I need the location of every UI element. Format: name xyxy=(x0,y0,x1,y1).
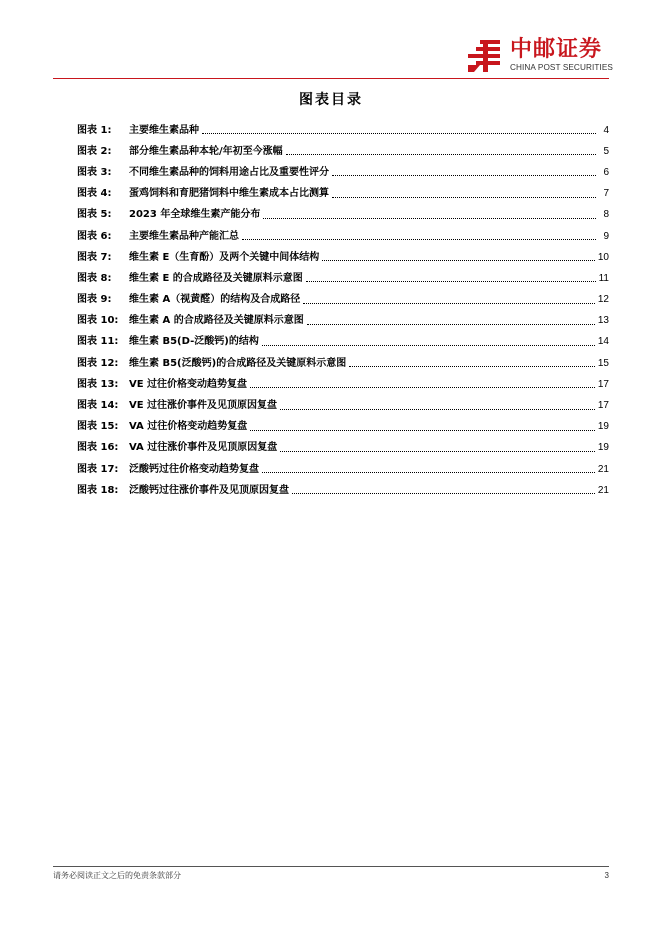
china-post-logo-icon xyxy=(466,38,504,74)
toc-entry-label: 图表 17: xyxy=(77,463,119,475)
toc-dot-leader xyxy=(286,154,596,155)
logo-english-name: CHINA POST SECURITIES xyxy=(510,63,613,72)
toc-title: 图表目录 xyxy=(299,92,363,108)
toc-entry-title: 2023 年全球维生素产能分布 xyxy=(129,209,261,221)
toc-dot-leader xyxy=(280,409,595,410)
toc-dot-leader xyxy=(262,345,595,346)
toc-entry-label: 图表 12: xyxy=(77,357,119,369)
toc-entry-label: 图表 15: xyxy=(77,421,119,433)
footer-disclaimer: 请务必阅读正文之后的免责条款部分 xyxy=(53,871,181,880)
toc-entry-title: 维生素 A（视黄醛）的结构及合成路径 xyxy=(129,294,301,306)
toc-entry-title: 主要维生素品种产能汇总 xyxy=(129,230,239,242)
toc-entry-label: 图表 13: xyxy=(77,378,119,390)
toc-entry[interactable] xyxy=(77,417,609,438)
toc-entry[interactable] xyxy=(77,162,609,183)
toc-entry-title: 部分维生素品种本轮/年初至今涨幅 xyxy=(129,145,283,157)
toc-entry-page: 12 xyxy=(597,294,609,306)
toc-entry-label: 图表 10: xyxy=(77,315,119,327)
footer-divider xyxy=(53,866,609,867)
header-divider xyxy=(53,78,609,79)
toc-dot-leader xyxy=(280,451,595,452)
toc-entry[interactable] xyxy=(77,353,609,374)
toc-entry-page: 9 xyxy=(603,230,609,242)
toc-entry-page: 21 xyxy=(597,484,609,496)
toc-entry-title: 泛酸钙过往价格变动趋势复盘 xyxy=(129,463,259,475)
footer-page-number: 3 xyxy=(604,871,609,880)
toc-entry-page: 13 xyxy=(597,315,609,327)
toc-entry-label: 图表 8: xyxy=(77,272,112,284)
toc-entry-label: 图表 2: xyxy=(77,145,112,157)
toc-dot-leader xyxy=(250,430,595,431)
toc-entry-label: 图表 3: xyxy=(77,166,112,178)
page-header xyxy=(0,0,662,80)
toc-dot-leader xyxy=(202,133,596,134)
toc-entry-page: 8 xyxy=(603,209,609,221)
toc-entry[interactable] xyxy=(77,205,609,226)
toc-entry-title: 维生素 E 的合成路径及关键原料示意图 xyxy=(129,272,303,284)
toc-dot-leader xyxy=(332,197,596,198)
toc-entry-title: VA 过往涨价事件及见顶原因复盘 xyxy=(129,442,278,454)
toc-dot-leader xyxy=(332,175,596,176)
toc-entry-page: 17 xyxy=(597,378,609,390)
toc-entry-page: 7 xyxy=(603,188,609,200)
toc-entry-page: 19 xyxy=(597,421,609,433)
table-of-figures xyxy=(77,120,609,501)
toc-dot-leader xyxy=(306,281,596,282)
toc-entry-page: 15 xyxy=(597,357,609,369)
toc-dot-leader xyxy=(349,366,595,367)
toc-entry-title: 主要维生素品种 xyxy=(129,124,199,136)
toc-entry-page: 6 xyxy=(603,166,609,178)
toc-dot-leader xyxy=(262,472,595,473)
toc-entry-title: 蛋鸡饲料和育肥猪饲料中维生素成本占比测算 xyxy=(129,188,329,200)
toc-entry-label: 图表 18: xyxy=(77,484,119,496)
toc-entry-title: VE 过往涨价事件及见顶原因复盘 xyxy=(129,400,278,412)
toc-entry-label: 图表 1: xyxy=(77,124,112,136)
toc-entry[interactable] xyxy=(77,332,609,353)
toc-entry-label: 图表 7: xyxy=(77,251,112,263)
toc-entry[interactable] xyxy=(77,395,609,416)
toc-entry-page: 5 xyxy=(603,145,609,157)
toc-entry-title: 维生素 A 的合成路径及关键原料示意图 xyxy=(129,315,304,327)
toc-entry[interactable] xyxy=(77,438,609,459)
toc-dot-leader xyxy=(250,387,595,388)
toc-entry-page: 4 xyxy=(603,124,609,136)
toc-entry[interactable] xyxy=(77,184,609,205)
toc-entry-title: 维生素 B5(泛酸钙)的合成路径及关键原料示意图 xyxy=(129,357,347,369)
toc-dot-leader xyxy=(303,303,595,304)
toc-dot-leader xyxy=(307,324,595,325)
toc-entry-page: 14 xyxy=(597,336,609,348)
toc-entry[interactable] xyxy=(77,459,609,480)
toc-entry-label: 图表 14: xyxy=(77,400,119,412)
toc-entry[interactable] xyxy=(77,120,609,141)
toc-entry-page: 17 xyxy=(597,400,609,412)
toc-dot-leader xyxy=(242,239,596,240)
toc-entry[interactable] xyxy=(77,374,609,395)
toc-entry-page: 19 xyxy=(597,442,609,454)
toc-entry[interactable] xyxy=(77,268,609,289)
toc-entry[interactable] xyxy=(77,247,609,268)
toc-entry-title: 泛酸钙过往涨价事件及见顶原因复盘 xyxy=(129,484,289,496)
toc-entry[interactable] xyxy=(77,141,609,162)
toc-entry-label: 图表 5: xyxy=(77,209,112,221)
toc-entry[interactable] xyxy=(77,311,609,332)
toc-dot-leader xyxy=(292,493,595,494)
toc-dot-leader xyxy=(263,218,596,219)
toc-entry[interactable] xyxy=(77,480,609,501)
toc-entry-title: 不同维生素品种的饲料用途占比及重要性评分 xyxy=(129,166,329,178)
toc-entry-title: VA 过往价格变动趋势复盘 xyxy=(129,421,248,433)
toc-entry-page: 10 xyxy=(597,251,609,263)
toc-entry-label: 图表 9: xyxy=(77,294,112,306)
toc-entry[interactable] xyxy=(77,290,609,311)
company-logo xyxy=(466,38,616,78)
toc-entry[interactable] xyxy=(77,226,609,247)
toc-dot-leader xyxy=(322,260,595,261)
toc-entry-title: 维生素 E（生育酚）及两个关键中间体结构 xyxy=(129,251,320,263)
toc-entry-label: 图表 11: xyxy=(77,336,119,348)
toc-entry-label: 图表 16: xyxy=(77,442,119,454)
toc-entry-page: 21 xyxy=(597,463,609,475)
toc-entry-label: 图表 6: xyxy=(77,230,112,242)
toc-entry-label: 图表 4: xyxy=(77,188,112,200)
toc-entry-title: 维生素 B5(D-泛酸钙)的结构 xyxy=(129,336,259,348)
toc-entry-title: VE 过往价格变动趋势复盘 xyxy=(129,378,248,390)
logo-chinese-name: 中邮证券 xyxy=(510,37,603,62)
toc-entry-page: 11 xyxy=(598,272,609,284)
